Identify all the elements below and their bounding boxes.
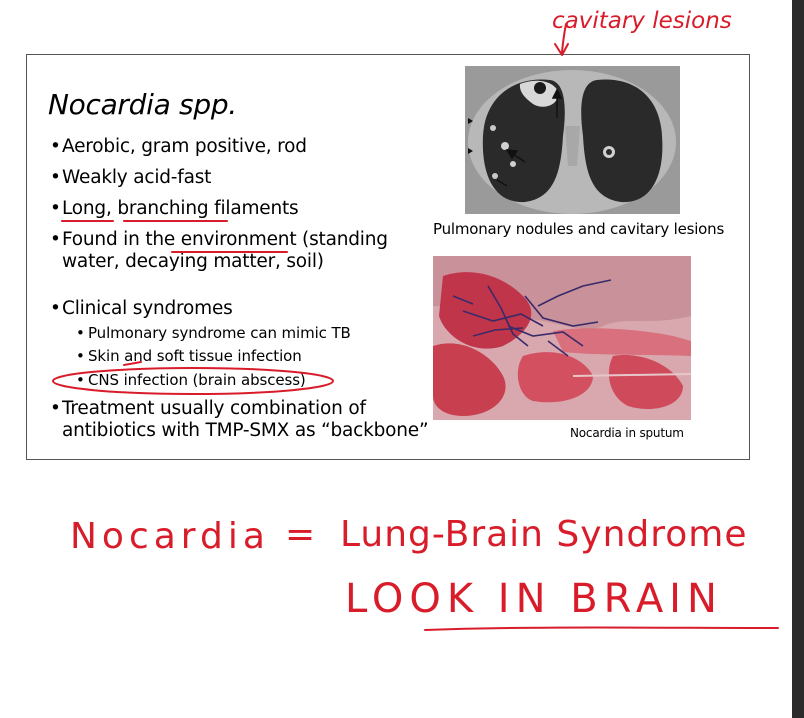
arrow-shaft — [562, 24, 566, 52]
bullet-filaments: • Long, branching filaments — [62, 198, 298, 220]
note-nocardia: Nocardia — [70, 516, 270, 557]
sub-bullet-pulmonary: • Pulmonary syndrome can mimic TB — [88, 323, 351, 343]
sputum-smear-image — [433, 256, 691, 420]
sub-bullet-skin: • Skin and soft tissue infection — [88, 346, 302, 366]
bullet-acid-fast: • Weakly acid-fast — [62, 167, 211, 189]
bullet-environment-cont: water, decaying matter, soil) — [62, 251, 324, 272]
sub-bullet-cns: • CNS infection (brain abscess) — [88, 370, 306, 390]
bullet-aerobic: • Aerobic, gram positive, rod — [62, 136, 307, 158]
note-equals: = — [285, 514, 316, 555]
note-cavitary-lesions: cavitary lesions — [552, 8, 732, 34]
window-edge-strip — [792, 0, 804, 718]
ct-scan-image — [465, 66, 680, 214]
smear-caption: Nocardia in sputum — [570, 426, 684, 440]
ct-caption: Pulmonary nodules and cavitary lesions — [433, 220, 725, 238]
slide-title: Nocardia spp. — [48, 88, 237, 121]
instruction-underline — [425, 628, 778, 631]
bullet-environment: • Found in the environment (standing — [62, 229, 388, 251]
bullet-treatment: • Treatment usually combination of — [62, 398, 366, 420]
bullet-treatment-cont: antibiotics with TMP-SMX as “backbone” — [62, 420, 429, 441]
note-look-in-brain: LOOK IN BRAIN — [345, 576, 723, 622]
bullet-clinical-syndromes: • Clinical syndromes — [62, 298, 233, 320]
note-lung-brain: Lung-Brain Syndrome — [340, 514, 748, 555]
